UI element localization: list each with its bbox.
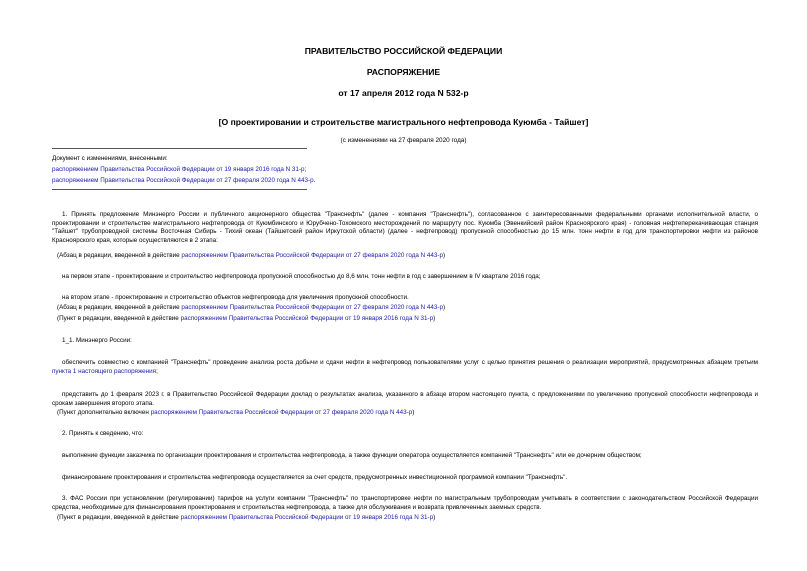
amendment-link-2016[interactable]: распоряжением Правительства Российской Федерации от 19 января 2016 года N 31-р: [52, 166, 305, 173]
changes-sep-1: ;: [304, 166, 307, 173]
paragraph-4: 1_1. Минэнерго России:: [62, 337, 132, 344]
changes-item-1: [52, 166, 306, 174]
paragraph-2: на первом этапе - проектирование и строительство нефтепровода пропускной способностью до 8,6 млн. тонн нефти в год с завершением в IV квартале 2016 года;: [62, 273, 541, 280]
changes-item-2: [52, 177, 315, 185]
amendment-link-2020[interactable]: распоряжением Правительства Российской Федерации от 27 февраля 2020 года N 443-р: [52, 177, 314, 184]
note-1: [57, 252, 445, 260]
note-2: [57, 304, 445, 312]
note-1-suffix: ): [443, 252, 446, 259]
note-4-suffix: ): [412, 409, 415, 416]
note-3-prefix: (Пункт в редакции, введенной в действие: [57, 315, 181, 322]
note-5: [57, 514, 435, 522]
note-5-link[interactable]: распоряжением Правительства Российской Федерации от 19 января 2016 года N 31-р: [180, 514, 434, 521]
paragraph-5: [52, 359, 758, 376]
note-3: [57, 315, 435, 323]
paragraph-5-text: обеспечить совместно с компанией "Транснефть" проведение анализа роста добычи и сдачи нефти в нефтепровод пользователями услуг с целью принятия решения о реализации мероприятий, предусмотренных абзацем третьим: [62, 359, 758, 366]
divider-top: [52, 148, 307, 149]
paragraph-6: представить до 1 февраля 2023 г. в Правительство Российской Федерации доклад о результатах анализа, указанного в абзаце втором настоящего пункта, с предложениями по увеличению пропускной способности нефтепровода и срокам завершения второго этапа.: [52, 391, 758, 407]
paragraph-8: выполнение функции заказчика по организации проектирования и строительства нефтепровода, а также функции оператора осуществляется компанией "Транснефть" или ее дочерним обществом;: [62, 452, 642, 459]
changes-intro: Документ с изменениями, внесенными:: [52, 155, 168, 162]
note-1-link[interactable]: распоряжением Правительства Российской Федерации от 27 февраля 2020 года N 443-р: [181, 252, 444, 259]
note-2-link[interactable]: распоряжением Правительства Российской Федерации от 27 февраля 2020 года N 443-р: [181, 304, 444, 311]
note-4-prefix: (Пункт дополнительно включен: [57, 409, 151, 416]
note-2-suffix: ): [443, 304, 446, 311]
note-5-suffix: ): [433, 514, 436, 521]
paragraph-10: 3. ФАС России при установлении (регулировании) тарифов на услуги компании "Транснефть" по транспортировке нефти по магистральным трубопроводам учитывать в соответствии с законодательством Российской Федерации средства, необходимые для финансирования проектирования и строительства нефтепровода, а также для обслуживания и возврата привлеченных заемных средств.: [52, 495, 758, 511]
paragraph-9: финансирование проектирования и строительства нефтепровода осуществляется за счет средств, предусмотренных инвестиционной программой компании "Транснефть".: [62, 474, 568, 481]
note-3-link[interactable]: распоряжением Правительства Российской Федерации от 19 января 2016 года N 31-р: [180, 315, 434, 322]
paragraph-3: на втором этапе - проектирование и строительство объектов нефтепровода для увеличения пропускной способности.: [62, 294, 409, 301]
paragraph-1: 1. Принять предложение Минэнерго России и публичного акционерного общества "Транснефть" (далее - компания "Транснефть"), согласованное с заинтересованными федеральными органами исполнительной власти, о проектировании и строительстве магистрального нефтепровода от Куюмбинского и Юрубчено-Тохомского месторождений по маршруту пос. Куюмба (Эвенкийский район Красноярского края) - головная нефтеперекачивающая станция "Тайшет" трубопроводной системы Восточная Сибирь - Тихий океан (Тайшетский район Иркутской области) (далее - нефтепровод) пропускной способностью до 15 млн. тонн нефти в год для транспортировки нефти из районов Красноярского края, которые осуществляются в 2 этапа:: [52, 211, 758, 244]
clause-1-link[interactable]: пункта 1 настоящего распоряжения: [52, 367, 157, 375]
note-5-prefix: (Пункт в редакции, введенной в действие: [57, 514, 181, 521]
government-heading: ПРАВИТЕЛЬСТВО РОССИЙСКОЙ ФЕДЕРАЦИИ: [304, 46, 503, 56]
paragraph-7: 2. Принять к сведению, что:: [62, 430, 144, 437]
note-4: [57, 409, 414, 417]
changes-sep-2: .: [313, 177, 316, 184]
paragraph-5-end: ;: [156, 367, 158, 375]
note-4-link[interactable]: распоряжением Правительства Российской Федерации от 27 февраля 2020 года N 443-р: [150, 409, 413, 416]
document-type: РАСПОРЯЖЕНИЕ: [366, 67, 441, 77]
document-title: [О проектировании и строительстве магистрального нефтепровода Куюмба - Тайшет]: [218, 117, 589, 127]
document-date: от 17 апреля 2012 года N 532-р: [338, 88, 469, 98]
amended-note: (с изменениями на 27 февраля 2020 года): [340, 137, 467, 144]
note-2-prefix: (Абзац в редакции, введенной в действие: [57, 304, 182, 311]
note-1-prefix: (Абзац в редакции, введенной в действие: [57, 252, 182, 259]
divider-bottom: [52, 189, 307, 190]
note-3-suffix: ): [433, 315, 436, 322]
